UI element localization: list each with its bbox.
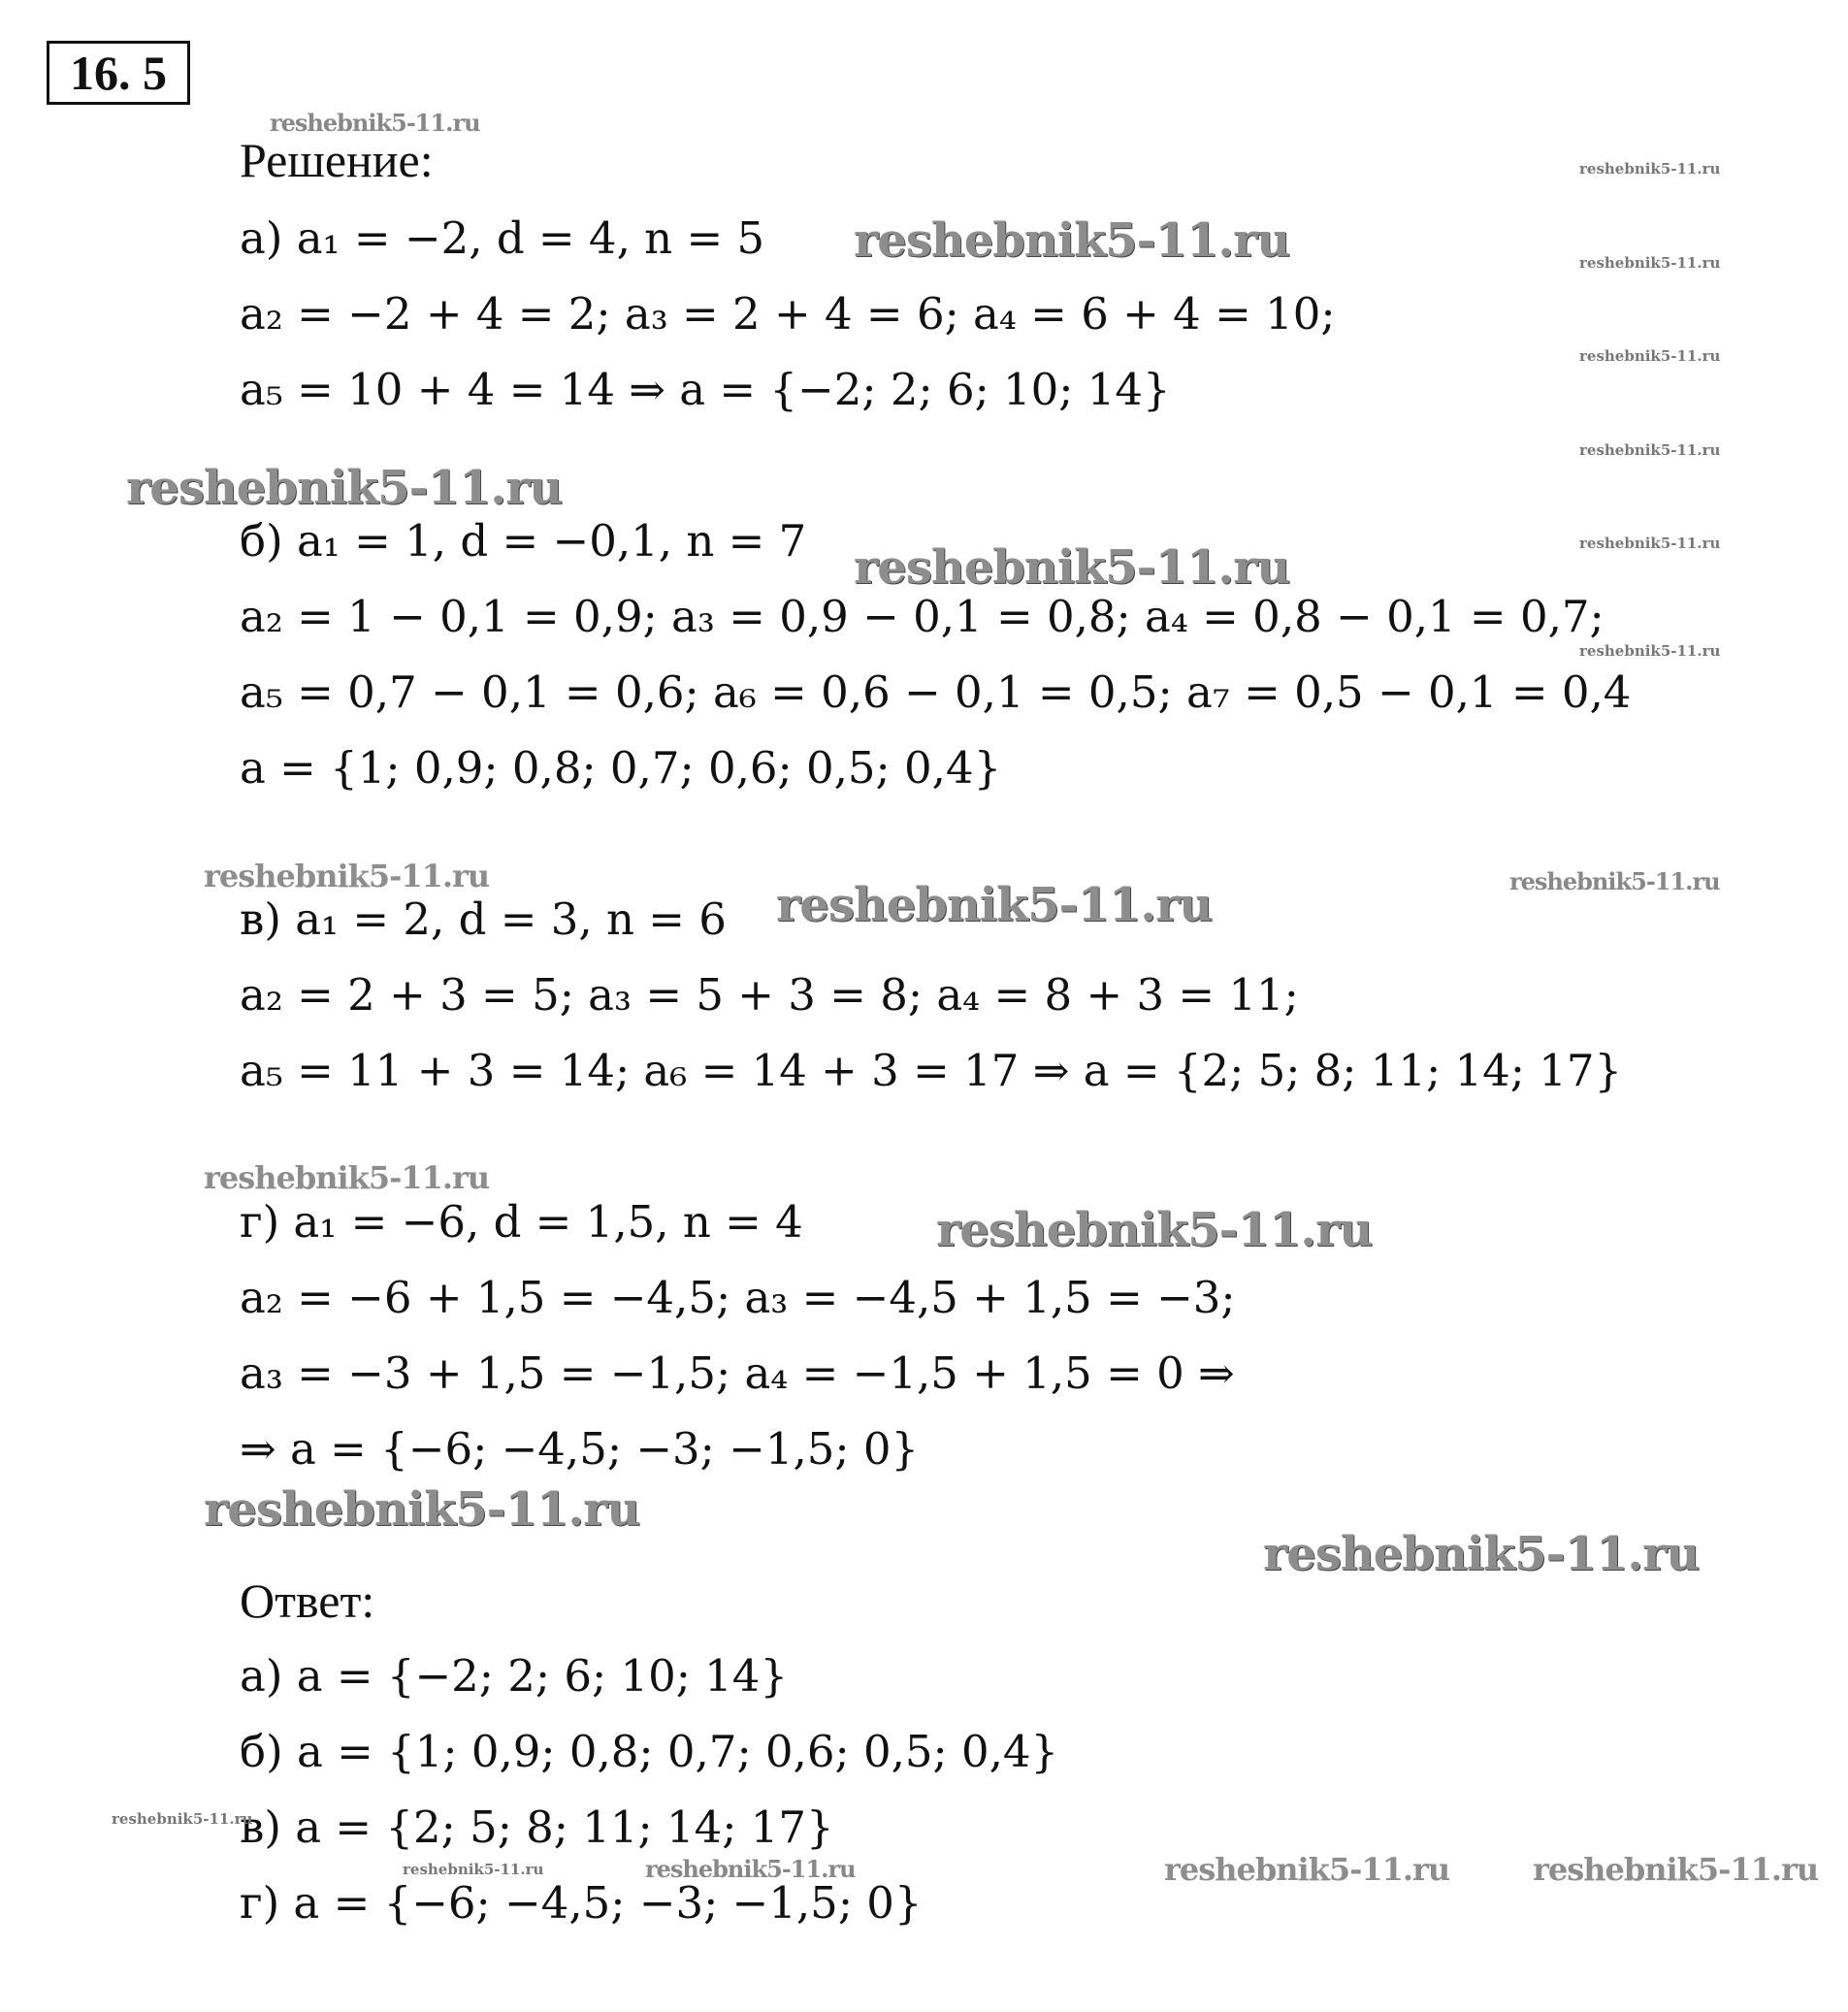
part-b-line-1: б) a₁ = 1, d = −0,1, n = 7 — [240, 515, 807, 567]
watermark: reshebnik5-11.ru — [645, 1855, 856, 1883]
watermark: reshebnik5-11.ru — [204, 1159, 490, 1196]
watermark: reshebnik5-11.ru — [1579, 254, 1721, 272]
part-g-line-4: ⇒ a = {−6; −4,5; −3; −1,5; 0} — [240, 1423, 920, 1475]
part-g-line-1: г) a₁ = −6, d = 1,5, n = 4 — [240, 1196, 803, 1248]
watermark: reshebnik5-11.ru — [1579, 441, 1721, 459]
part-v-line-1: в) a₁ = 2, d = 3, n = 6 — [240, 893, 727, 945]
part-g-line-2: a₂ = −6 + 1,5 = −4,5; a₃ = −4,5 + 1,5 = −3; — [240, 1272, 1236, 1323]
watermark: reshebnik5-11.ru — [403, 1861, 544, 1878]
part-v-line-3: a₅ = 11 + 3 = 14; a₆ = 14 + 3 = 17 ⇒ a = {2; 5; 8; 11; 14; 17} — [240, 1045, 1623, 1096]
watermark: reshebnik5-11.ru — [936, 1203, 1373, 1257]
watermark: reshebnik5-11.ru — [270, 109, 480, 137]
watermark: reshebnik5-11.ru — [1533, 1851, 1819, 1888]
part-b-line-3: a₅ = 0,7 − 0,1 = 0,6; a₆ = 0,6 − 0,1 = 0,5; a₇ = 0,5 − 0,1 = 0,4 — [240, 666, 1632, 718]
watermark: reshebnik5-11.ru — [854, 213, 1290, 268]
part-a-line-1: а) a₁ = −2, d = 4, n = 5 — [240, 212, 765, 264]
part-g-line-3: a₃ = −3 + 1,5 = −1,5; a₄ = −1,5 + 1,5 = 0 ⇒ — [240, 1347, 1235, 1399]
watermark: reshebnik5-11.ru — [1509, 867, 1720, 895]
watermark: reshebnik5-11.ru — [1164, 1851, 1450, 1888]
watermark: reshebnik5-11.ru — [854, 540, 1290, 595]
answer-heading: Ответ: — [240, 1574, 375, 1628]
watermark: reshebnik5-11.ru — [112, 1810, 253, 1828]
task-number: 16. 5 — [47, 41, 190, 105]
answer-a: а) a = {−2; 2; 6; 10; 14} — [240, 1650, 789, 1702]
part-b-line-4: a = {1; 0,9; 0,8; 0,7; 0,6; 0,5; 0,4} — [240, 742, 1002, 794]
part-v-line-2: a₂ = 2 + 3 = 5; a₃ = 5 + 3 = 8; a₄ = 8 + 3 = 11; — [240, 969, 1299, 1021]
answer-b: б) a = {1; 0,9; 0,8; 0,7; 0,6; 0,5; 0,4} — [240, 1726, 1059, 1777]
part-a-line-3: a₅ = 10 + 4 = 14 ⇒ a = {−2; 2; 6; 10; 14} — [240, 364, 1171, 415]
watermark: reshebnik5-11.ru — [1579, 642, 1721, 660]
watermark: reshebnik5-11.ru — [776, 878, 1213, 932]
watermark: reshebnik5-11.ru — [126, 461, 563, 515]
answer-v: в) a = {2; 5; 8; 11; 14; 17} — [240, 1801, 834, 1853]
watermark: reshebnik5-11.ru — [1579, 347, 1721, 365]
watermark: reshebnik5-11.ru — [204, 1482, 640, 1537]
part-b-line-2: a₂ = 1 − 0,1 = 0,9; a₃ = 0,9 − 0,1 = 0,8; a₄ = 0,8 − 0,1 = 0,7; — [240, 591, 1605, 642]
watermark: reshebnik5-11.ru — [204, 858, 490, 894]
answer-g: г) a = {−6; −4,5; −3; −1,5; 0} — [240, 1877, 923, 1929]
solution-heading: Решение: — [240, 133, 434, 187]
watermark: reshebnik5-11.ru — [1579, 160, 1721, 178]
watermark: reshebnik5-11.ru — [1579, 535, 1721, 552]
part-a-line-2: a₂ = −2 + 4 = 2; a₃ = 2 + 4 = 6; a₄ = 6 + 4 = 10; — [240, 288, 1336, 340]
watermark: reshebnik5-11.ru — [1263, 1527, 1700, 1581]
